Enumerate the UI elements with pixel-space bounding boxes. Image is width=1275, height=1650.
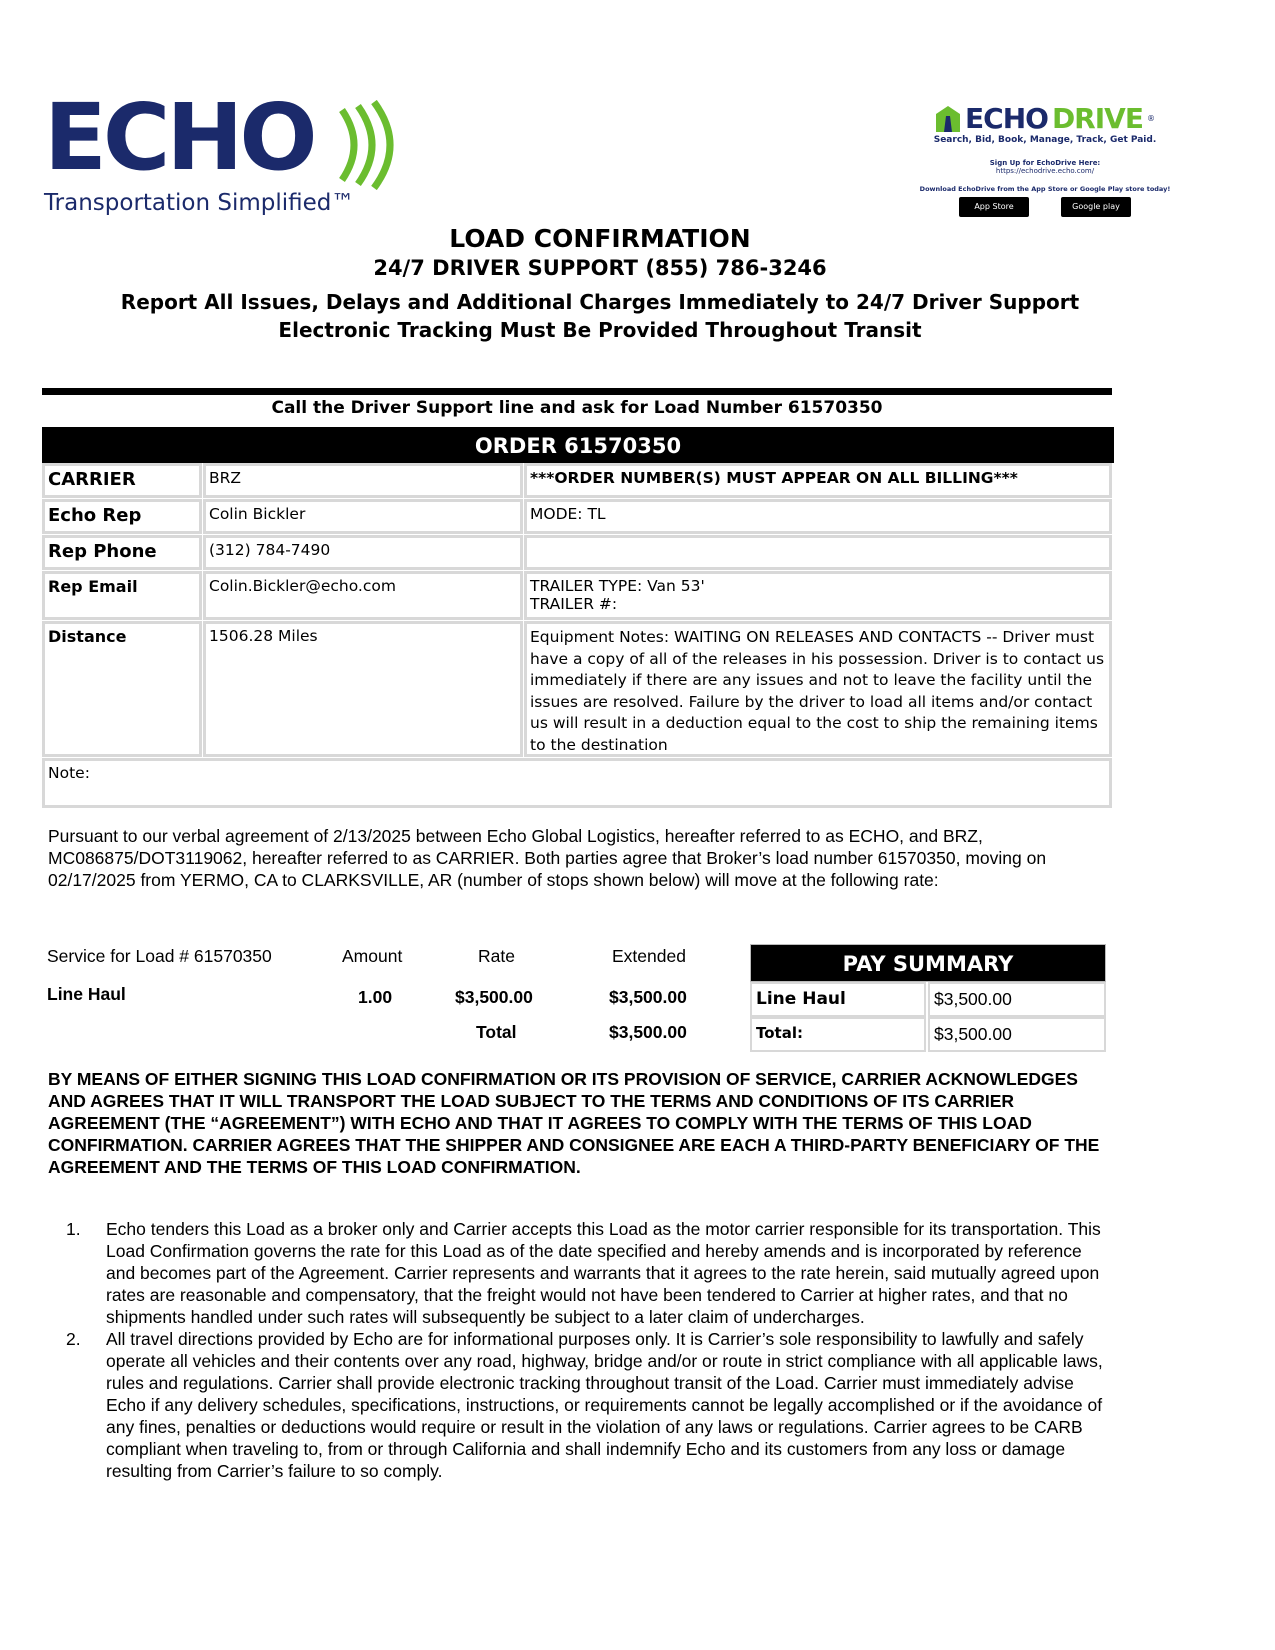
pay-total-value: $3,500.00 [928,1017,1106,1052]
pay-line-haul-value: $3,500.00 [928,982,1106,1017]
agreement-paragraph: Pursuant to our verbal agreement of 2/13/2025 between Echo Global Logistics, hereafter referred to as ECHO, and BRZ, MC086875/DOT3119062, hereafter referred to as CARRIER. Both parties agree that Broker’s load number 61570350, moving on 02/17/2025 from YERMO, CA to CLARKSVILLE, AR (number of stops shown below) will move at the following rate: [48,826,1047,890]
trailer-cell [524,571,1112,620]
service-header: Service for Load # 61570350 [47,946,272,966]
sound-waves-icon [332,100,422,190]
total-label: Total [476,1022,517,1042]
echodrive-drive: DRIVE [1051,102,1143,135]
rep-value: Colin Bickler [203,499,523,534]
distance-label: Distance [42,621,202,757]
echodrive-url[interactable]: https://echodrive.echo.com/ [995,167,1095,175]
mode-value: MODE: TL [524,499,1112,534]
echo-logo [44,84,374,222]
echodrive-download-note: Download EchoDrive from the App Store or Google Play store today! [919,185,1171,193]
email-value[interactable]: Colin.Bickler@echo.com [203,571,523,620]
road-icon [935,105,961,133]
terms-list [48,1218,1118,1482]
trailer-type: TRAILER TYPE: Van 53' [530,577,705,595]
term-number: 2. [66,1329,81,1349]
trailer-number: TRAILER #: [530,595,618,613]
order-details-grid [42,463,1114,809]
driver-support-line: 24/7 DRIVER SUPPORT (855) 786-3246 [373,256,827,280]
distance-value: 1506.28 Miles [203,621,523,757]
report-issues-line: Report All Issues, Delays and Additional Charges Immediately to 24/7 Driver Support [120,290,1080,314]
echodrive-signup: Sign Up for EchoDrive Here: [989,159,1101,167]
note-cell: Note: [42,758,1112,808]
term-item [48,1218,1118,1328]
pay-total-label: Total: [750,1017,926,1052]
page-title: LOAD CONFIRMATION [449,224,751,253]
term-item [48,1328,1118,1482]
billing-note: ***ORDER NUMBER(S) MUST APPEAR ON ALL BILLING*** [524,463,1112,498]
pay-summary [750,944,1106,1052]
google-play-badge[interactable]: Google play [1061,197,1131,217]
equipment-notes: Equipment Notes: WAITING ON RELEASES AND CONTACTS -- Driver must have a copy of all of the releases in his possession. Driver is to contact us immediately if there are any issues and not to leave the facility until the issues are resolved. Failure by the driver to load all items and/or contact us will result in a deduction equal to the cost to ship the remaining items to the destination [524,621,1112,757]
echodrive-echo: ECHO [965,102,1048,135]
order-bar: ORDER 61570350 [42,427,1114,463]
pay-line-haul-label: Line Haul [750,982,926,1017]
tracking-line: Electronic Tracking Must Be Provided Throughout Transit [278,318,922,342]
empty-cell [524,535,1112,570]
term-text: All travel directions provided by Echo are for informational purposes only. It is Carrier’s sole responsibility to lawfully and safely operate all vehicles and their contents over any road, highway, bridge and/or or route in strict compliance with all applicable laws, rules and regulations. Carrier shall provide electronic tracking throughout transit of the Load. Carrier must immediately advise Echo if any delivery schedules, specifications, instructions, or requirements cannot be legally accomplished or if the avoidance of any fines, penalties or deductions would require or result in the violation of any laws or regulations. Carrier agrees to be CARB compliant when traveling to, from or through California and shall indemnify Echo and its customers from any loss or damage resulting from Carrier’s failure to so comply. [106,1329,1103,1481]
amount-header: Amount [342,946,403,966]
carrier-value: BRZ [203,463,523,498]
extended-header: Extended [612,946,686,966]
line-haul-label: Line Haul [47,984,126,1004]
echodrive-tagline: Search, Bid, Book, Manage, Track, Get Paid. [933,135,1157,145]
line-haul-rate: $3,500.00 [455,987,533,1007]
line-haul-extended: $3,500.00 [609,987,687,1007]
term-number: 1. [66,1219,81,1239]
echo-tagline: Transportation Simplified™ [44,190,355,216]
registered-mark: ® [1146,114,1155,123]
phone-label: Rep Phone [42,535,202,570]
rate-header: Rate [478,946,515,966]
call-line: Call the Driver Support line and ask for Load Number 61570350 [271,398,883,418]
divider [42,388,1112,395]
line-haul-amount: 1.00 [358,987,393,1007]
pay-summary-title: PAY SUMMARY [750,944,1106,982]
carrier-label: CARRIER [42,463,202,498]
term-text: Echo tenders this Load as a broker only and Carrier accepts this Load as the motor carrier responsible for its transportation. This Load Confirmation governs the rate for this Load as of the date specified and hereby amends and is incorporated by reference and becomes part of the Agreement. Carrier represents and warrants that it agrees to the rate herein, said mutually agreed upon rates are reasonable and compensatory, that the freight would not have been tendered to Carrier at higher rates, and that no shipments handled under such rates will subsequently be subject to a later claim of undercharges. [106,1219,1101,1327]
phone-value: (312) 784-7490 [203,535,523,570]
acknowledgement-paragraph: BY MEANS OF EITHER SIGNING THIS LOAD CONFIRMATION OR ITS PROVISION OF SERVICE, CARRIER ACKNOWLEDGES AND AGREES THAT IT WILL TRANSPORT THE LOAD SUBJECT TO THE TERMS AND CONDITIONS OF ITS CARRIER AGREEMENT (THE “AGREEMENT”) WITH ECHO AND THAT IT AGREES TO COMPLY WITH THE TERMS OF THIS LOAD CONFIRMATION. CARRIER AGREES THAT THE SHIPPER AND CONSIGNEE ARE EACH A THIRD-PARTY BENEFICIARY OF THE AGREEMENT AND THE TERMS OF THIS LOAD CONFIRMATION. [48,1069,1100,1177]
app-store-badge[interactable]: App Store [959,197,1029,217]
echodrive-promo [905,102,1185,242]
email-label: Rep Email [42,571,202,620]
total-value: $3,500.00 [609,1022,687,1042]
echo-logo-word: ECHO [44,84,314,191]
rep-label: Echo Rep [42,499,202,534]
